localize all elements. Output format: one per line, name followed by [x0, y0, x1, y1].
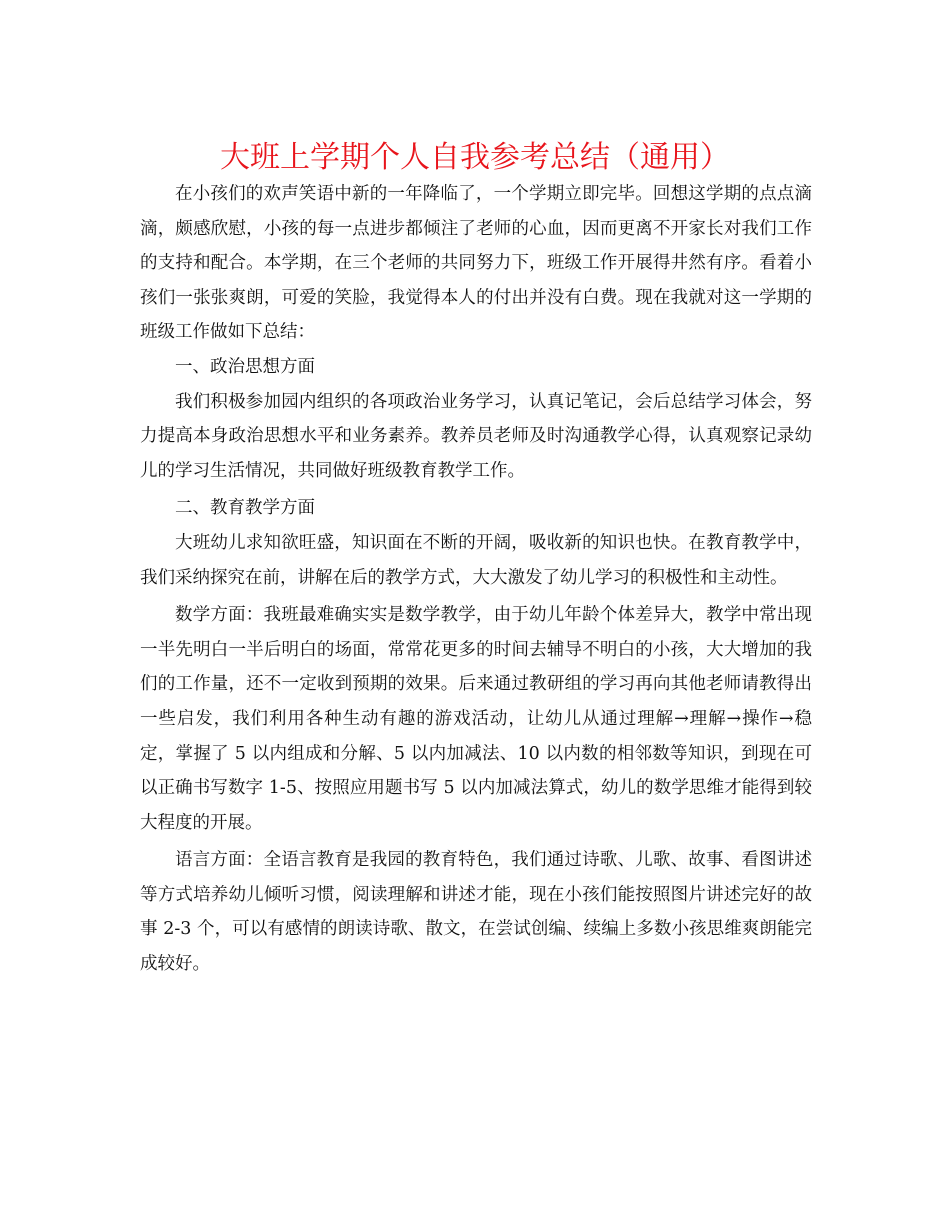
document-body — [140, 177, 812, 982]
paragraph-teaching: 大班幼儿求知欲旺盛，知识面在不断的开阔，吸收新的知识也快。在教育教学中，我们采纳探究在前，讲解在后的教学方式，大大激发了幼儿学习的积极性和主动性。 — [140, 532, 812, 588]
section-heading-politics: 一、政治思想方面 — [175, 356, 315, 377]
paragraph-politics: 我们积极参加园内组织的各项政治业务学习，认真记笔记，会后总结学习体会，努力提高本身政治思想水平和业务素养。教养员老师及时沟通教学心得，认真观察记录幼儿的学习生活情况，共同做好班级教育教学工作。 — [140, 391, 812, 481]
paragraph-intro: 在小孩们的欢声笑语中新的一年降临了，一个学期立即完毕。回想这学期的点点滴滴，颇感欣慰，小孩的每一点进步都倾注了老师的心血，因而更离不开家长对我们工作的支持和配合。本学期，在三个老师的共同努力下，班级工作开展得井然有序。看着小孩们一张张爽朗，可爱的笑脸，我觉得本人的付出并没有白费。现在我就对这一学期的班级工作做如下总结： — [140, 184, 812, 343]
paragraph-language: 语言方面：全语言教育是我园的教育特色，我们通过诗歌、儿歌、故事、看图讲述等方式培养幼儿倾听习惯，阅读理解和讲述才能，现在小孩们能按照图片讲述完好的故事 2-3 个，可以有感情的朗读诗歌、散文，在尝试创编、续编上多数小孩思维爽朗能完成较好。 — [140, 850, 812, 975]
document-title: 大班上学期个人自我参考总结（通用） — [220, 140, 730, 175]
section-heading-teaching: 二、教育教学方面 — [175, 498, 315, 519]
paragraph-math: 数学方面：我班最难确实实是数学教学，由于幼儿年龄个体差异大，教学中常出现一半先明白一半后明白的场面，常常花更多的时间去辅导不明白的小孩，大大增加的我们的工作量，还不一定收到预期的效果。后来通过教研组的学习再向其他老师请教得出一些启发，我们利用各种生动有趣的游戏活动，让幼儿从通过理解→理解→操作→稳定，掌握了 5 以内组成和分解、5 以内加减法、10 以内数的相邻数等知识，到现在可以正确书写数字 1-5、按照应用题书写 5 以内加减法算式，幼儿的数学思维才能得到较大程度的开展。 — [140, 605, 812, 833]
